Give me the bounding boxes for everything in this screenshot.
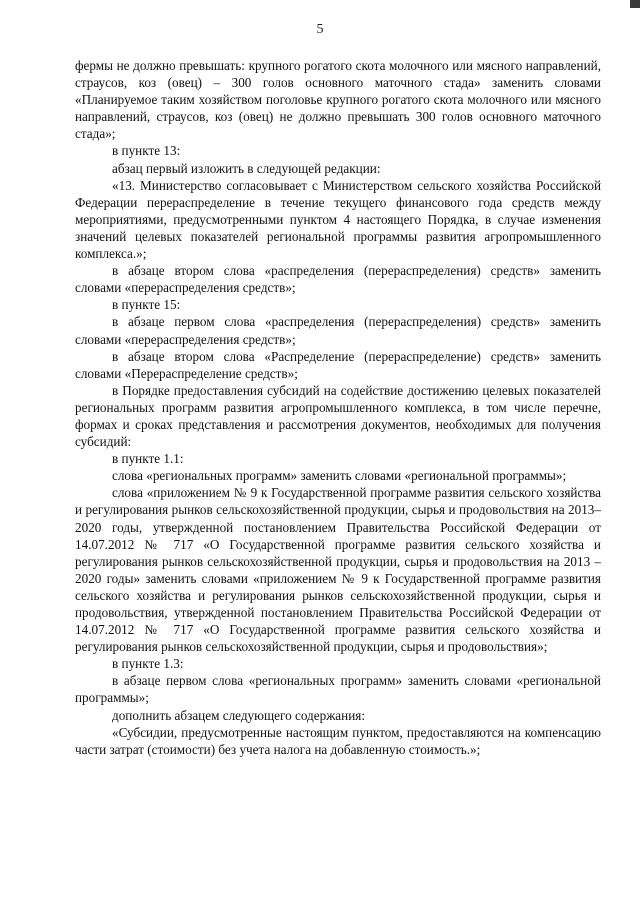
paragraph-7: в абзаце первом слова «распределения (перераспределения) средств» заменить словами «перераспределения средств»; <box>75 314 601 347</box>
paragraph-9: в Порядке предоставления субсидий на содействие достижению целевых показателей региональных программ развития агропромышленного комплекса, в том числе перечне, формах и сроках представления и рассмотрения документов, необходимых для получения субсидий: <box>75 382 601 450</box>
paragraph-11: слова «региональных программ» заменить словами «региональной программы»; <box>112 468 567 484</box>
paragraph-13: в пункте 1.3: <box>112 656 184 672</box>
document-body <box>75 57 601 758</box>
paragraph-14: в абзаце первом слова «региональных программ» заменить словами «региональной программы»; <box>75 673 601 706</box>
paragraph-3: абзац первый изложить в следующей редакции: <box>112 160 381 176</box>
paragraph-5: в абзаце втором слова «распределения (перераспределения) средств» заменить словами «перераспределения средств»; <box>75 263 601 296</box>
paragraph-6: в пункте 15: <box>112 297 181 313</box>
paragraph-8: в абзаце втором слова «Распределение (перераспределение) средств» заменить словами «Перераспределение средств»; <box>75 348 601 381</box>
paragraph-10: в пункте 1.1: <box>112 451 184 467</box>
scan-corner-mark <box>630 0 640 8</box>
paragraph-15: дополнить абзацем следующего содержания: <box>112 707 366 723</box>
page-number: 5 <box>316 22 324 37</box>
paragraph-1: фермы не должно превышать: крупного рогатого скота молочного или мясного направлений, страусов, коз (овец) – 300 голов основного маточного стада» заменить словами «Планируемое таким хозяйством поголовье крупного рогатого скота молочного или мясного направлений, страусов, коз (овец) не должно превышать 300 голов основного маточного стада»; <box>75 58 601 142</box>
paragraph-2: в пункте 13: <box>112 143 181 159</box>
paragraph-4: «13. Министерство согласовывает с Министерством сельского хозяйства Российской Федерации перераспределение в течение текущего финансового года средств между мероприятиями, предусмотренными пунктом 4 настоящего Порядка, в случае изменения значений целевых показателей региональной программы развития агропромышленного комплекса.»; <box>75 177 601 262</box>
paragraph-16: «Субсидии, предусмотренные настоящим пунктом, предоставляются на компенсацию части затрат (стоимости) без учета налога на добавленную стоимость.»; <box>75 724 601 757</box>
paragraph-12: слова «приложением № 9 к Государственной программе развития сельского хозяйства и регулирования рынков сельскохозяйственной продукции, сырья и продовольствия на 2013–2020 годы, утвержденной постановлением Правительства Российской Федерации от 14.07.2012 № 717 «О Государственной программе развития сельского хозяйства и регулирования рынков сельскохозяйственной продукции, сырья и продовольствия на 2013 – 2020 годы» заменить словами «приложением № 9 к Государственной программе развития сельского хозяйства и регулирования рынков сельскохозяйственной продукции, сырья и продовольствия, утвержденной постановлением Правительства Российской Федерации от 14.07.2012 № 717 «О Государственной программе развития сельского хозяйства и регулирования рынков сельскохозяйственной продукции, сырья и продовольствия»; <box>75 485 601 655</box>
